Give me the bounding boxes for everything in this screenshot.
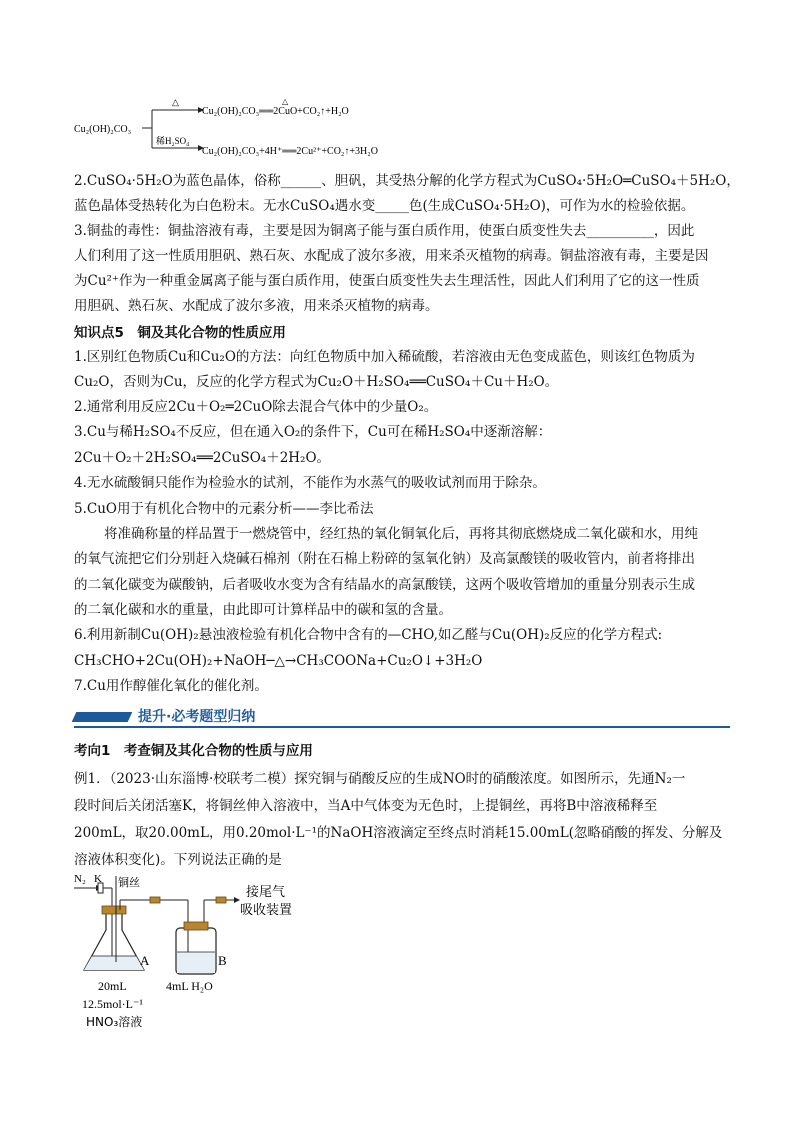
scheme-upper-eq-mark: △ xyxy=(282,97,289,106)
text-line: 将准确称量的样品置于一燃烧管中，经红热的氧化铜氧化后，再将其彻底燃烧成二氧化碳和水，用纯 xyxy=(104,526,698,542)
text-line: 7.Cu用作醇催化氧化的催化剂。 xyxy=(74,678,268,694)
question-line: 例1．（2023·山东淄博·校联考二模）探究铜与硝酸反应的生成NO时的硝酸浓度。如图所示，先通N₂一 xyxy=(74,771,686,787)
flask-desc-2: 12.5mol·L⁻¹ xyxy=(82,997,143,1011)
scheme-lower-eq: Cu₂(OH)₂CO₃+4H⁺══2Cu²⁺+CO₂↑+3H₂O xyxy=(202,146,378,157)
flask-desc-3: HNO₃溶液 xyxy=(86,1015,143,1029)
text-line: 用胆矾、熟石灰、水配成了波尔多液，用来杀灭植物的病毒。 xyxy=(74,298,439,314)
question-line: 溶液体积变化)。下列说法正确的是 xyxy=(74,852,282,868)
text-line: Cu₂O，否则为Cu，反应的化学方程式为Cu₂O＋H₂SO₄══CuSO₄＋Cu＋H₂O。 xyxy=(74,374,559,390)
bottle-label: B xyxy=(218,953,227,968)
wire-label: 铜丝 xyxy=(118,876,140,889)
apparatus-diagram xyxy=(70,872,360,1042)
scheme-lower-condition: 稀H₂SO₄ xyxy=(156,136,190,146)
text-line: 2.通常利用反应2Cu＋O₂═2CuO除去混合气体中的少量O₂。 xyxy=(74,399,438,415)
text-line: CH₃CHO+2Cu(OH)₂+NaOH─△→CH₃COONa+Cu₂O↓+3H₂O xyxy=(74,653,483,669)
tail-label-2: 吸收装置 xyxy=(240,903,293,918)
reaction-scheme xyxy=(70,92,490,164)
scheme-upper-condition: △ xyxy=(172,97,179,107)
n2-label: N₂ xyxy=(74,873,86,885)
tail-label-1: 接尾气 xyxy=(246,885,286,900)
banner-bar xyxy=(72,712,133,722)
question-direction-heading: 考向1 考查铜及其化合物的性质与应用 xyxy=(74,743,313,759)
text-line: 3.Cu与稀H₂SO₄不反应，但在通入O₂的条件下，Cu可在稀H₂SO₄中逐渐溶解： xyxy=(74,424,552,440)
text-line: 的二氧化碳变为碳酸钠，后者吸收水变为含有结晶水的高氯酸镁，这两个吸收管增加的重量分别表示生成 xyxy=(74,577,695,593)
section-banner xyxy=(74,706,730,728)
text-line: 人们利用了这一性质用胆矾、熟石灰、水配成了波尔多液，用来杀灭植物的病毒。铜盐溶液有毒，主要是因 xyxy=(74,248,709,264)
flask-label: A xyxy=(140,953,150,968)
text-line: 5.CuO用于有机化合物中的元素分析——李比希法 xyxy=(74,501,374,517)
text-line: 的二氧化碳和水的重量，由此即可计算样品中的碳和氢的含量。 xyxy=(74,602,452,618)
k-label: K xyxy=(94,873,102,885)
text-line: 1.区别红色物质Cu和Cu₂O的方法：向红色物质中加入稀硫酸，若溶液由无色变成蓝色，则该红色物质为 xyxy=(74,349,695,365)
banner-underline xyxy=(74,726,730,728)
text-line: 2.CuSO₄·5H₂O为蓝色晶体，俗称______、胆矾，其受热分解的化学方程式为CuSO₄·5H₂O═CuSO₄＋5H₂O， xyxy=(74,173,740,189)
text-line: 为Cu²⁺作为一种重金属离子能与蛋白质作用，使蛋白质变性失去生理活性，因此人们利用了它的这一性质 xyxy=(74,273,700,289)
text-line: 4.无水硫酸铜只能作为检验水的试剂，不能作为水蒸气的吸收试剂而用于除杂。 xyxy=(74,475,546,491)
bottle-desc: 4mL H₂O xyxy=(166,979,213,993)
banner-title: 提升·必考题型归纳 xyxy=(138,709,256,725)
scheme-upper-eq: Cu₂(OH)₂CO₃══2CuO+CO₂↑+H₂O xyxy=(202,106,349,117)
flask-desc-1: 20mL xyxy=(98,979,127,993)
text-line: 蓝色晶体受热转化为白色粉末。无水CuSO₄遇水变_____色(生成CuSO₄·5H₂O)，可作为水的检验依据。 xyxy=(74,198,695,214)
text-line: 的氧气流把它们分别赶入烧碱石棉剂（附在石棉上粉碎的氢氧化钠）及高氯酸镁的吸收管内，前者将排出 xyxy=(74,551,695,567)
question-line: 200mL，取20.00mL，用0.20mol·L⁻¹的NaOH溶液滴定至终点时消耗15.00mL(忽略硝酸的挥发、分解及 xyxy=(74,825,723,841)
question-line: 段时间后关闭活塞K，将铜丝伸入溶液中，当A中气体变为无色时，上提铜丝，再将B中溶液稀释至 xyxy=(74,798,658,814)
text-line: 3.铜盐的毒性：铜盐溶液有毒，主要是因为铜离子能与蛋白质作用，使蛋白质变性失去__________，因此 xyxy=(74,223,695,239)
section-heading: 知识点5 铜及其化合物的性质应用 xyxy=(74,325,286,341)
scheme-reactant: Cu₂(OH)₂CO₃ xyxy=(74,124,132,135)
text-line: 2Cu＋O₂＋2H₂SO₄══2CuSO₄＋2H₂O。 xyxy=(74,450,331,466)
text-line: 6.利用新制Cu(OH)₂悬浊液检验有机化合物中含有的—CHO,如乙醛与Cu(OH)₂反应的化学方程式: xyxy=(74,627,663,643)
